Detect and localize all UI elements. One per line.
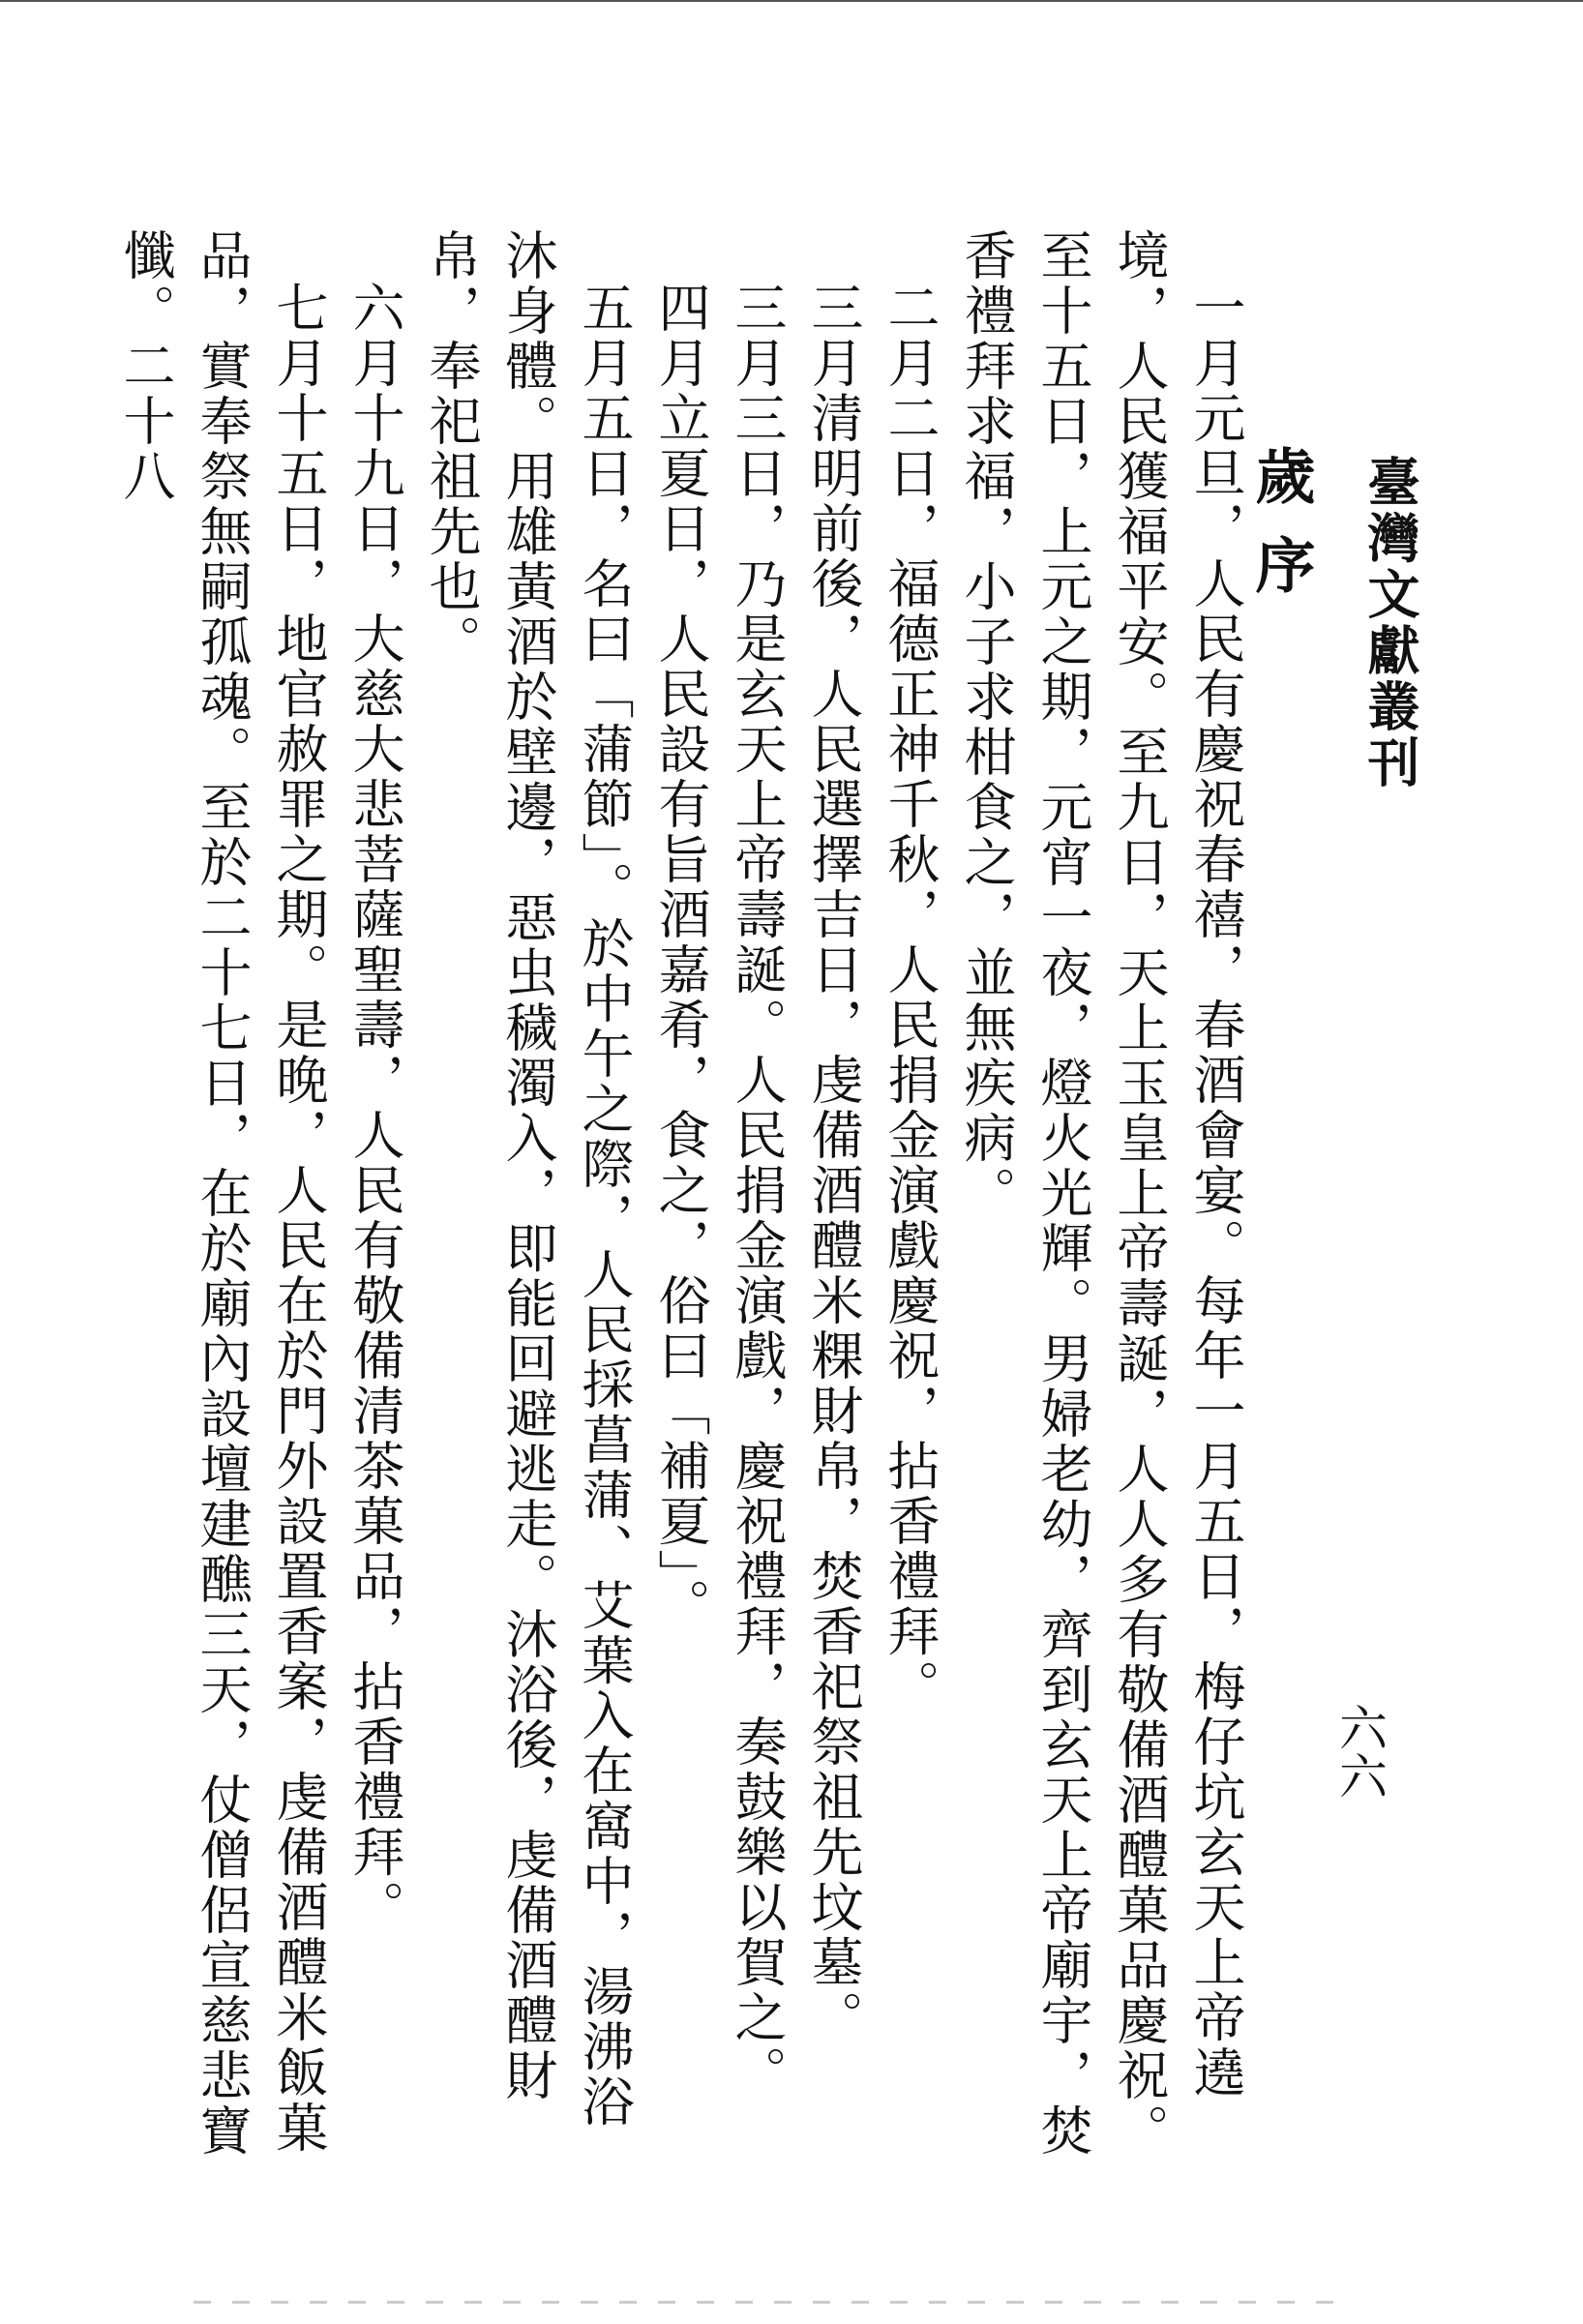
paragraph-fourth-month: 四月立夏日，人民設有旨酒嘉肴，食之，俗曰「補夏」。 [650,281,711,1633]
paragraph-sixth-month: 六月十九日，大慈大悲菩薩聖壽，人民有敬備清茶菓品，拈香禮拜。 [344,281,405,1935]
paragraph-third-month: 三月三日，乃是玄天上帝壽誕。人民捐金演戲，慶祝禮拜，奏鼓樂以賀之。 [727,281,788,2101]
series-title: 臺灣文獻叢刊 [1359,455,1421,791]
paragraph-second-month: 二月二日，福德正神千秋，人民捐金演戲慶祝，拈香禮拜。 [880,281,941,1714]
scan-artifact-line [194,2301,1355,2304]
page-number: 六六 [1331,1703,1388,1800]
paragraph-new-year: 一月元旦，人民有慶祝春禧，春酒會宴。每年一月五日，梅仔坑玄天上帝遶境，人民獲福平安。至九日，天上玉皇上帝壽誕，人人多有敬備酒醴菓品慶祝。至十五日，上元之期，元宵一夜，燈火光輝。男婦老幼，齊到玄天上帝廟宇，焚香禮拜求福，小子求柑食之，並無疾病。 [956,228,1246,2159]
body-text [107,228,1254,2163]
top-border-line [0,0,1583,2]
paragraph-fifth-month: 五月五日，名曰「蒲節」。於中午之際，人民採菖蒲、艾葉入在窩中，湯沸浴沐身體。用雄黃酒於壁邊，惡虫穢濁入，即能回避逃走。沐浴後，虔備酒醴財帛，奉祀祖先也。 [421,228,635,2130]
paragraph-qingming: 三月清明前後，人民選擇吉日，虔備酒醴米粿財帛，焚香祀祭祖先坟墓。 [803,281,864,2045]
section-title: 歲序 [1245,445,1316,623]
paragraph-seventh-month: 七月十五日，地官赦罪之期。是晚，人民在於門外設置香案，虔備酒醴米飯菓品，實奉祭無嗣孤魂。至於二十七日，在於廟內設壇建醮三天，仗僧侶宣慈悲寶懺。二十八 [115,228,329,2159]
